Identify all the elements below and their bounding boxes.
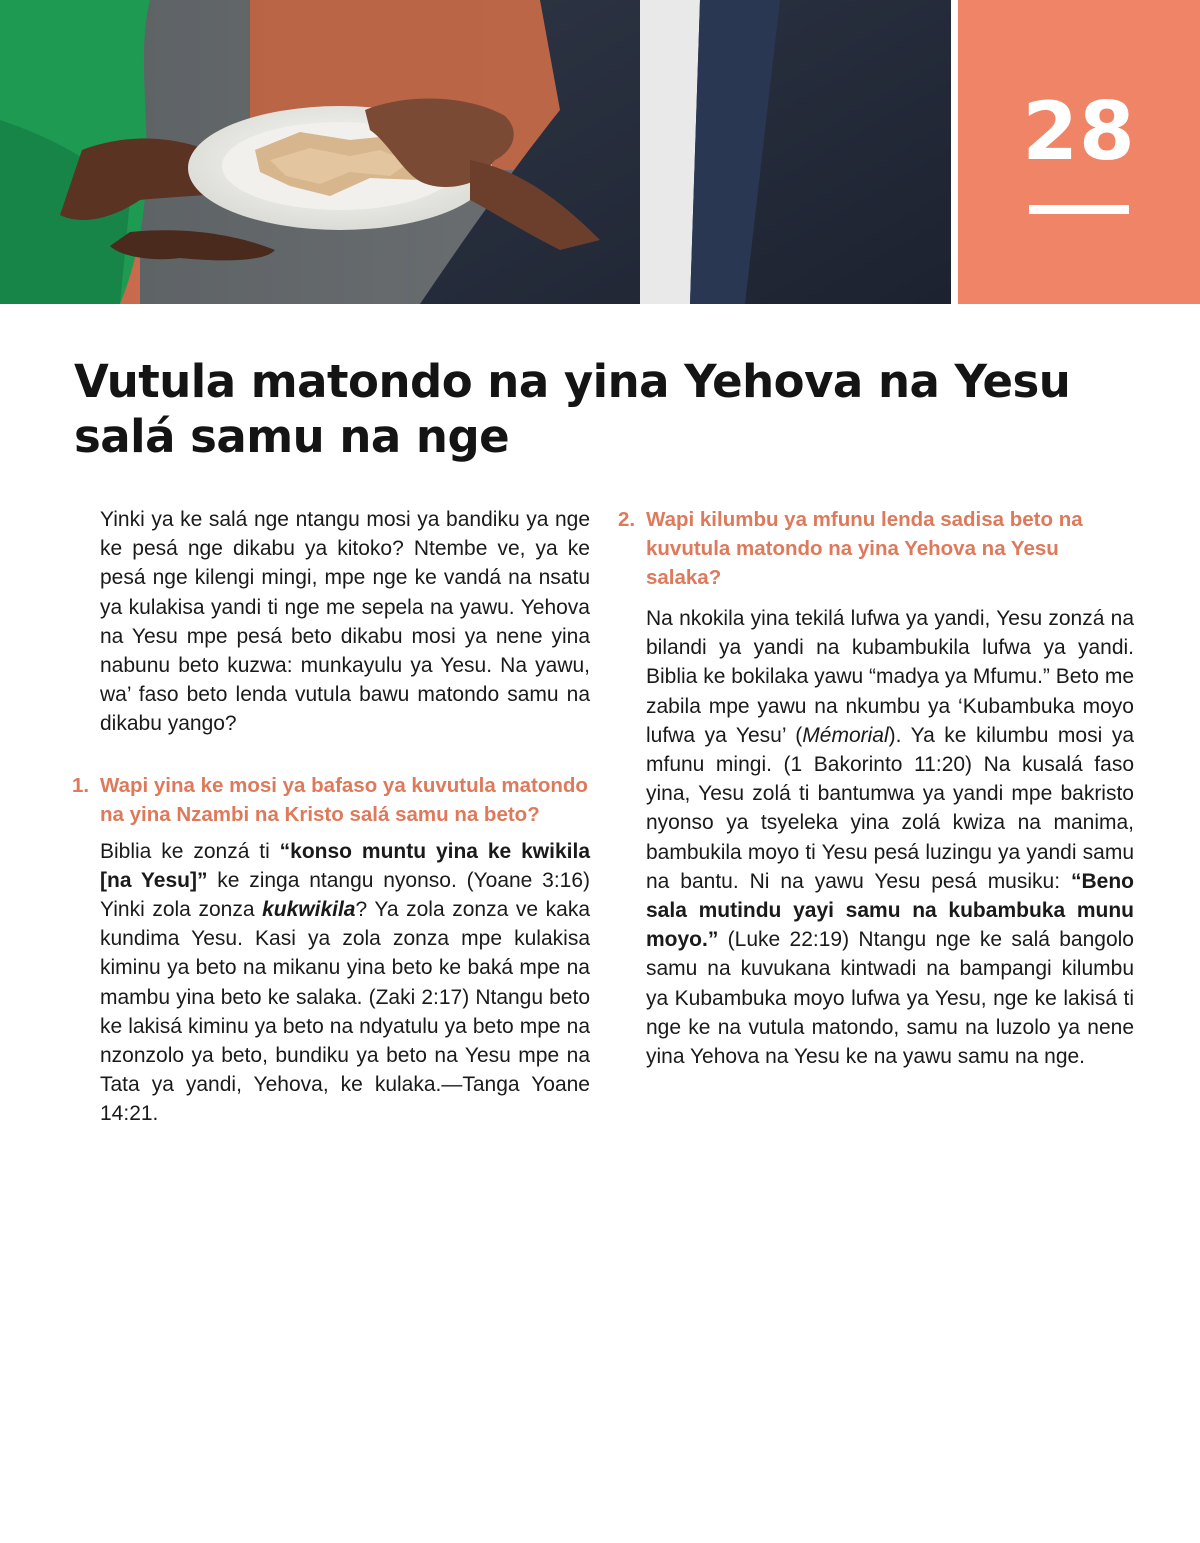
header-photo (0, 0, 951, 304)
bread-plate-illustration (0, 0, 951, 304)
right-column (618, 505, 1134, 1071)
answer-2-paragraph (646, 604, 1134, 1071)
answer-2-text-a: Na nkokila yina tekilá lufwa ya yandi, Yesu zonzá na bilandi ya yandi na kubambukila lufwa ya yandi. Biblia ke bokilaka yawu “madya ya Mfumu.” Beto me zabila mpe yawu na nkumbu ya ‘Kubambuka moyo lufwa ya Yesu’ ( (646, 607, 1134, 747)
question-2 (618, 505, 1134, 592)
answer-1-text-b: ke zinga ntangu nyonso. (Yoane 3:16) Yinki zola zonza (100, 868, 591, 922)
answer-1-text-c: ? Ya zola zonza ve kaka kundima Yesu. Kasi ya zola zonza mpe kulakisa kiminu ya beto na mikanu yina beto ke baká mpe na mambu yina beto ke salaka. (Zaki 2:17) Ntangu beto ke lakisá kiminu ya beto na ndyatulu ya beto mpe na nzonzolo ya beto, bundiku ya beto na Yesu mpe na Tata ya yandi, Yehova, ke kulaka.—Tanga Yoane 14:21. (100, 898, 590, 1126)
answer-2-text-b: ). Ya ke kilumbu mosi ya mfunu mingi. (1 Bakorinto 11:20) Na kusalá faso yina, Yesu zolá ti bantumwa ya yandi mpe bakristo nyonso ya tsyeleka yina zolá kwiza na manima, bambukila moyo ti Yesu pesá luzingu ya yandi samu na bantu. Ni na yawu Yesu pesá musiku: (646, 723, 1134, 893)
answer-1-text-a: Biblia ke zonzá ti (100, 839, 280, 863)
question-2-number: 2. (618, 508, 636, 531)
answer-2-italic-term: Mémorial (802, 723, 889, 747)
answer-2-text-c: (Luke 22:19) Ntangu nge ke salá bangolo samu na kuvukana kintwadi na bampangi kilumbu ya Kubambuka moyo lufwa ya Yesu, nge ke lakisá ti nge ke na vutula matondo, samu na luzolo ya nene yina Yehova na Yesu ke na yawu samu na nge. (646, 928, 1134, 1069)
lesson-number: 28 (1022, 85, 1136, 178)
question-1 (72, 771, 590, 829)
lesson-number-box (958, 0, 1200, 304)
lesson-number-underline (1029, 205, 1129, 214)
lesson-banner (0, 0, 1200, 304)
answer-1-bold-quote: “konso muntu yina ke kwikila [na Yesu]” (100, 839, 590, 892)
answer-1-paragraph (100, 837, 590, 1129)
lesson-title: Vutula matondo na yina Yehova na Yesu salá samu na nge (74, 355, 1071, 463)
question-1-text: Wapi yina ke mosi ya bafaso ya kuvutula matondo na yina Nzambi na Kristo salá samu na beto? (100, 773, 588, 826)
answer-2-bold-quote: “Beno sala mutindu yayi samu na kubambuka munu moyo.” (646, 869, 1134, 952)
question-1-number: 1. (72, 773, 90, 797)
intro-paragraph: Yinki ya ke salá nge ntangu mosi ya bandiku ya nge ke pesá nge dikabu ya kitoko? Ntembe ve, ya ke pesá nge kilengi mingi, mpe nge ke vandá na nsatu ya kulakisa yandi ti nge me sepela na yawu. Yehova na Yesu mpe pesá beto dikabu mosi ya nene yina nabunu beto kuzwa: munkayulu ya Yesu. Na yawu, wa’ faso beto lenda vutula bawu matondo samu na dikabu yango? (100, 508, 590, 736)
answer-1-emphasis: kukwikila (262, 898, 356, 922)
left-column (72, 505, 591, 1129)
question-2-text: Wapi kilumbu ya mfunu lenda sadisa beto na kuvutula matondo na yina Yehova na Yesu salaka? (646, 508, 1083, 589)
